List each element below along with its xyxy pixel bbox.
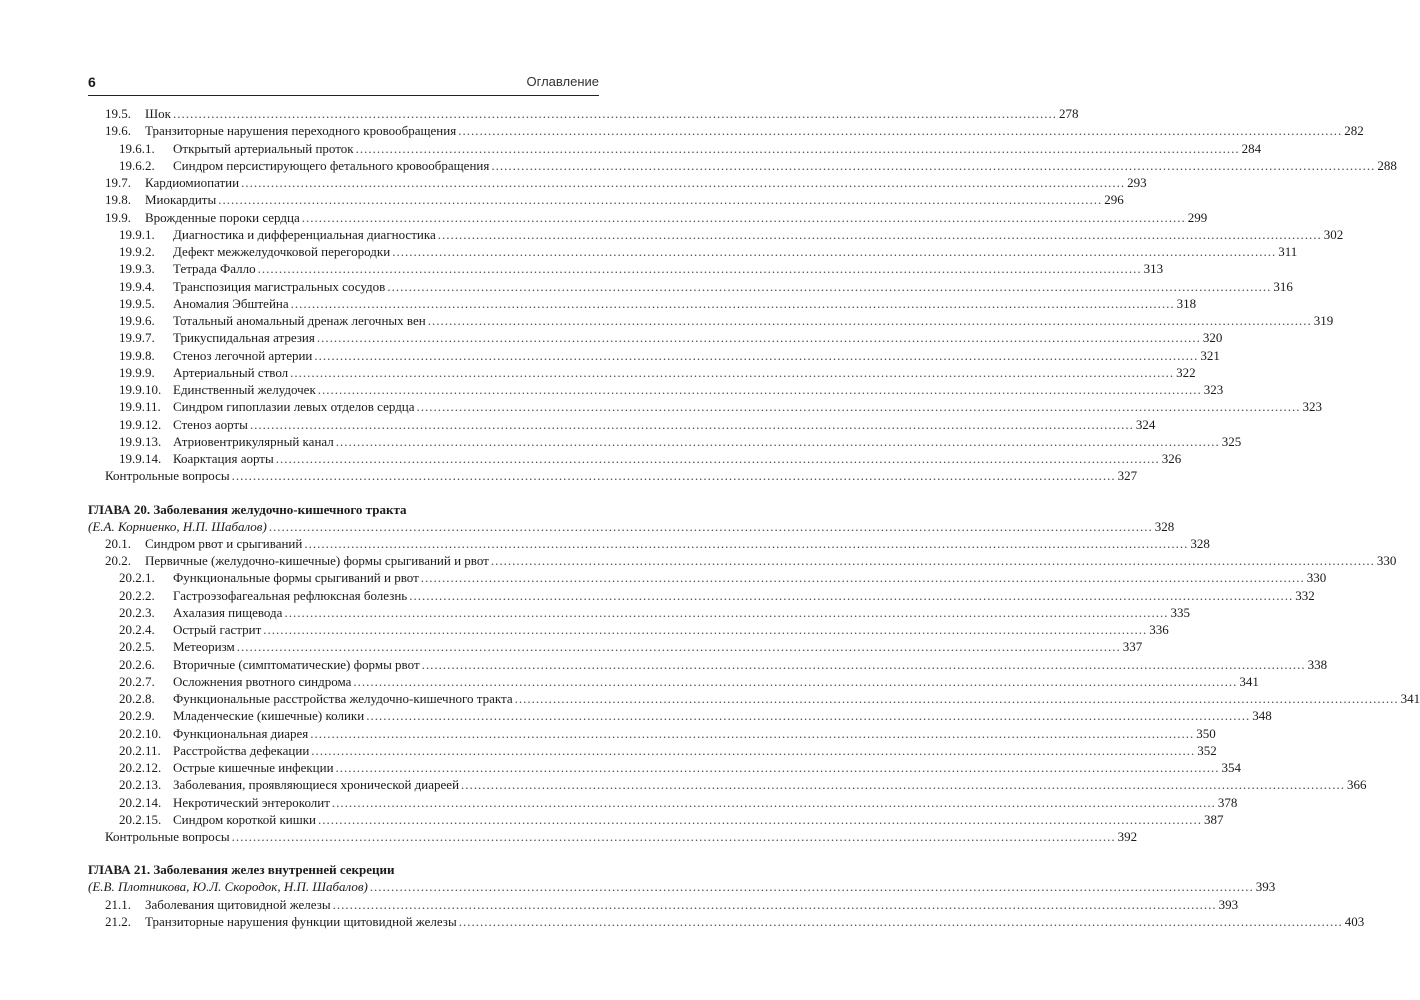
section-title: Функциональные формы срыгиваний и рвот bbox=[173, 570, 419, 586]
page-ref: 387 bbox=[1204, 811, 1224, 827]
toc-entry[interactable] bbox=[88, 690, 1420, 707]
section-number: 21.1. bbox=[105, 896, 131, 912]
page-ref: 288 bbox=[1377, 157, 1397, 173]
leader-dots bbox=[263, 621, 1147, 638]
leader-dots bbox=[291, 295, 1175, 312]
leader-dots bbox=[290, 364, 1174, 381]
toc-entry[interactable] bbox=[88, 673, 1259, 690]
page-ref: 330 bbox=[1376, 553, 1397, 568]
section-title: Аномалия Эбштейна bbox=[173, 295, 289, 311]
section-number: 20.2.11. bbox=[119, 742, 161, 758]
leader-dots bbox=[317, 329, 1201, 346]
section-title: Атриовентрикулярный канал bbox=[173, 433, 334, 449]
page-ref: 378 bbox=[1217, 794, 1238, 810]
page-ref: 282 bbox=[1344, 123, 1364, 139]
page-ref: 352 bbox=[1197, 742, 1217, 758]
leader-dots bbox=[353, 673, 1237, 690]
page-ref: 323 bbox=[1203, 382, 1224, 397]
section-title: Трикуспидальная атрезия bbox=[173, 330, 315, 346]
authors-text: (Е.В. Плотникова, Ю.Л. Скородок, Н.П. Шабалов) bbox=[88, 879, 368, 895]
leader-dots bbox=[318, 381, 1202, 398]
toc-entry[interactable] bbox=[88, 811, 1224, 828]
section-title: Метеоризм bbox=[173, 639, 235, 655]
section-number: 20.2.14. bbox=[119, 794, 162, 810]
section-title: Врожденные пороки сердца bbox=[145, 209, 300, 225]
leader-dots bbox=[387, 278, 1271, 295]
chapter-authors bbox=[88, 518, 1175, 535]
toc-entry[interactable] bbox=[88, 191, 1124, 208]
section-number: 20.2. bbox=[105, 553, 131, 568]
leader-dots bbox=[258, 260, 1142, 277]
section-number: 19.9.14. bbox=[119, 451, 162, 466]
leader-dots bbox=[356, 140, 1240, 157]
leader-dots bbox=[318, 811, 1202, 828]
section-number: 19.9.3. bbox=[119, 261, 155, 277]
toc-entry[interactable] bbox=[88, 604, 1190, 621]
section-title: Миокардиты bbox=[145, 192, 217, 208]
toc-entry[interactable] bbox=[88, 794, 1238, 811]
page-ref: 330 bbox=[1306, 570, 1327, 586]
toc-entry[interactable] bbox=[88, 105, 1079, 122]
section-number: 21.2. bbox=[105, 913, 131, 929]
section-title: Контрольные вопросы bbox=[105, 829, 230, 844]
leader-dots bbox=[459, 913, 1343, 930]
leader-dots bbox=[370, 878, 1254, 895]
chapter-gap bbox=[88, 485, 599, 501]
section-number: 19.6.1. bbox=[119, 140, 155, 156]
section-title: Кардиомиопатии bbox=[145, 175, 240, 190]
section-title: Контрольные вопросы bbox=[105, 468, 230, 484]
section-number: 20.1. bbox=[105, 535, 131, 551]
section-title: Стеноз аорты bbox=[173, 416, 248, 432]
toc-entry[interactable] bbox=[88, 157, 1397, 174]
toc-entry[interactable] bbox=[88, 587, 1315, 604]
section-number: 20.2.9. bbox=[119, 708, 155, 724]
toc-entry[interactable] bbox=[88, 621, 1169, 638]
page-ref: 328 bbox=[1154, 518, 1175, 534]
leader-dots bbox=[458, 122, 1342, 139]
page-header bbox=[88, 74, 599, 92]
section-number: 20.2.2. bbox=[119, 587, 155, 603]
leader-dots bbox=[314, 347, 1198, 364]
page-ref: 350 bbox=[1196, 725, 1216, 741]
section-title: Артериальный ствол bbox=[173, 364, 289, 380]
section-number: 20.2.5. bbox=[119, 639, 155, 655]
section-title: Функциональная диарея bbox=[173, 725, 309, 741]
toc-entry[interactable] bbox=[88, 535, 1210, 552]
page-ref: 316 bbox=[1273, 278, 1293, 294]
leader-dots bbox=[366, 707, 1250, 724]
toc-entry[interactable] bbox=[88, 913, 1365, 930]
toc-entry[interactable] bbox=[88, 467, 1138, 484]
section-number: 19.9.1. bbox=[119, 226, 155, 242]
page-ref: 320 bbox=[1202, 330, 1223, 346]
page-ref: 311 bbox=[1278, 244, 1298, 259]
leader-dots bbox=[276, 450, 1160, 467]
section-title: Диагностика и дифференциальная диагностика bbox=[173, 226, 436, 242]
toc-entry[interactable] bbox=[88, 278, 1293, 295]
section-title: Заболевания щитовидной железы bbox=[145, 896, 331, 912]
section-title: Острые кишечные инфекции bbox=[173, 760, 334, 775]
section-title: Осложнения рвотного синдрома bbox=[173, 673, 352, 689]
leader-dots bbox=[336, 759, 1220, 776]
section-number: 19.6. bbox=[105, 123, 131, 139]
leader-dots bbox=[428, 312, 1312, 329]
page-ref: 332 bbox=[1295, 587, 1315, 603]
page-ref: 341 bbox=[1239, 673, 1259, 689]
section-number: 19.9.2. bbox=[119, 244, 155, 259]
leader-dots bbox=[461, 776, 1345, 793]
toc-entry[interactable] bbox=[88, 260, 1164, 277]
leader-dots bbox=[311, 742, 1195, 759]
toc-entry[interactable] bbox=[88, 742, 1217, 759]
chapter-title: ГЛАВА 20. Заболевания желудочно-кишечного тракта bbox=[88, 501, 407, 517]
page-ref: 338 bbox=[1307, 656, 1328, 672]
section-number: 20.2.12. bbox=[119, 760, 162, 775]
page-ref: 302 bbox=[1323, 226, 1344, 242]
leader-dots bbox=[284, 604, 1168, 621]
leader-dots bbox=[310, 725, 1194, 742]
toc-entry[interactable] bbox=[88, 450, 1182, 467]
toc-entry[interactable] bbox=[88, 312, 1334, 329]
leader-dots bbox=[392, 243, 1276, 260]
section-title: Открытый артериальный проток bbox=[173, 140, 354, 156]
leader-dots bbox=[332, 794, 1216, 811]
leader-dots bbox=[269, 518, 1153, 535]
page-ref: 299 bbox=[1187, 209, 1208, 225]
section-number: 19.9.11. bbox=[119, 399, 161, 415]
section-number: 20.2.13. bbox=[119, 777, 162, 793]
leader-dots bbox=[232, 467, 1116, 484]
toc-entry[interactable] bbox=[88, 140, 1262, 157]
section-title: Тетрада Фалло bbox=[173, 261, 256, 277]
page-ref: 326 bbox=[1161, 451, 1182, 466]
toc-entry[interactable] bbox=[88, 243, 1298, 260]
chapter-authors bbox=[88, 878, 1276, 895]
leader-dots bbox=[491, 157, 1375, 174]
page-number: 6 bbox=[88, 74, 96, 90]
toc-entry[interactable] bbox=[88, 398, 1323, 415]
section-title: Младенческие (кишечные) колики bbox=[173, 708, 365, 724]
page-ref: 341 bbox=[1400, 691, 1420, 706]
toc-entry[interactable] bbox=[88, 828, 1138, 845]
toc-entry[interactable] bbox=[88, 347, 1220, 364]
section-number: 19.9.6. bbox=[119, 313, 155, 328]
table-of-contents bbox=[88, 105, 1420, 930]
page-ref: 366 bbox=[1347, 777, 1367, 793]
section-title: Коарктация аорты bbox=[173, 451, 274, 466]
leader-dots bbox=[421, 569, 1305, 586]
section-number: 20.2.7. bbox=[119, 673, 155, 689]
toc-entry[interactable] bbox=[88, 725, 1216, 742]
section-title: Ахалазия пищевода bbox=[173, 604, 283, 620]
section-number: 19.8. bbox=[105, 192, 131, 208]
leader-dots bbox=[304, 535, 1188, 552]
leader-dots bbox=[417, 398, 1301, 415]
section-number: 19.9.5. bbox=[119, 295, 155, 311]
section-title: Расстройства дефекации bbox=[173, 742, 310, 758]
leader-dots bbox=[232, 828, 1116, 845]
section-title: Первичные (желудочно-кишечные) формы срыгиваний и рвот bbox=[145, 553, 489, 568]
toc-entry[interactable] bbox=[88, 329, 1223, 346]
section-title: Транзиторные нарушения функции щитовидной железы bbox=[145, 913, 457, 929]
leader-dots bbox=[336, 433, 1220, 450]
page-ref: 318 bbox=[1176, 295, 1197, 311]
section-title: Единственный желудочек bbox=[173, 382, 316, 397]
header-rule bbox=[88, 95, 599, 96]
section-number: 20.2.10. bbox=[119, 725, 162, 741]
leader-dots bbox=[515, 690, 1399, 707]
section-number: 19.9.10. bbox=[119, 382, 162, 397]
chapter-gap bbox=[88, 845, 599, 861]
section-title: Синдром рвот и срыгиваний bbox=[145, 535, 303, 551]
section-title: Вторичные (симптоматические) формы рвот bbox=[173, 656, 420, 672]
section-title: Тотальный аномальный дренаж легочных вен bbox=[173, 313, 426, 328]
section-title: Гастроэзофагеальная рефлюксная болезнь bbox=[173, 587, 408, 603]
toc-entry[interactable] bbox=[88, 896, 1239, 913]
toc-entry[interactable] bbox=[88, 707, 1272, 724]
page-ref: 348 bbox=[1252, 708, 1272, 724]
page-ref: 392 bbox=[1117, 829, 1138, 844]
chapter-title: ГЛАВА 21. Заболевания желез внутренней секреции bbox=[88, 862, 395, 878]
toc-entry[interactable] bbox=[88, 295, 1197, 312]
leader-dots bbox=[218, 191, 1102, 208]
leader-dots bbox=[438, 226, 1322, 243]
page-ref: 335 bbox=[1170, 604, 1190, 620]
section-number: 19.9.12. bbox=[119, 416, 162, 432]
toc-entry[interactable] bbox=[88, 433, 1242, 450]
section-title: Заболевания, проявляющиеся хронической диареей bbox=[173, 777, 460, 793]
toc-entry[interactable] bbox=[88, 174, 1147, 191]
leader-dots bbox=[422, 656, 1306, 673]
section-title: Стеноз легочной артерии bbox=[173, 347, 313, 363]
page-ref: 337 bbox=[1122, 639, 1143, 655]
section-number: 19.9.13. bbox=[119, 433, 162, 449]
page-ref: 322 bbox=[1176, 364, 1196, 380]
page-ref: 278 bbox=[1058, 106, 1079, 121]
page-ref: 325 bbox=[1221, 433, 1242, 449]
page-ref: 328 bbox=[1190, 535, 1210, 551]
toc-entry[interactable] bbox=[88, 122, 1364, 139]
toc-entry[interactable] bbox=[88, 226, 1344, 243]
section-title: Синдром короткой кишки bbox=[173, 811, 317, 827]
authors-text: (Е.А. Корниенко, Н.П. Шабалов) bbox=[88, 518, 267, 534]
section-title: Транзиторные нарушения переходного кровообращения bbox=[145, 123, 457, 139]
leader-dots bbox=[173, 105, 1057, 122]
page-ref: 313 bbox=[1143, 261, 1164, 277]
toc-entry[interactable] bbox=[88, 416, 1156, 433]
toc-entry[interactable] bbox=[88, 381, 1224, 398]
leader-dots bbox=[491, 552, 1375, 569]
page-ref: 319 bbox=[1313, 313, 1334, 328]
page-ref: 296 bbox=[1104, 192, 1124, 208]
leader-dots bbox=[302, 209, 1186, 226]
page-ref: 354 bbox=[1221, 760, 1242, 775]
section-number: 20.2.6. bbox=[119, 656, 155, 672]
toc-entry[interactable] bbox=[88, 638, 1143, 655]
leader-dots bbox=[241, 174, 1125, 191]
toc-entry[interactable] bbox=[88, 656, 1328, 673]
page-ref: 323 bbox=[1302, 399, 1323, 415]
page-ref: 393 bbox=[1218, 896, 1239, 912]
page-ref: 327 bbox=[1117, 468, 1138, 484]
leader-dots bbox=[250, 416, 1134, 433]
section-number: 20.2.15. bbox=[119, 811, 162, 827]
section-number: 19.7. bbox=[105, 175, 131, 190]
leader-dots bbox=[237, 638, 1121, 655]
section-number: 19.9.4. bbox=[119, 278, 155, 294]
section-title: Функциональные расстройства желудочно-кишечного тракта bbox=[173, 691, 513, 706]
page-ref: 321 bbox=[1200, 347, 1220, 363]
toc-entry[interactable] bbox=[88, 569, 1327, 586]
section-number: 20.2.1. bbox=[119, 570, 155, 586]
page-ref: 393 bbox=[1255, 879, 1276, 895]
page-ref: 324 bbox=[1135, 416, 1156, 432]
section-number: 19.5. bbox=[105, 106, 131, 121]
leader-dots bbox=[333, 896, 1217, 913]
section-title: Синдром персистирующего фетального кровообращения bbox=[173, 157, 490, 173]
section-title: Некротический энтероколит bbox=[173, 794, 330, 810]
page-ref: 284 bbox=[1241, 140, 1262, 156]
section-title: Синдром гипоплазии левых отделов сердца bbox=[173, 399, 415, 415]
leader-dots bbox=[409, 587, 1293, 604]
section-number: 19.9.9. bbox=[119, 364, 155, 380]
section-number: 20.2.8. bbox=[119, 691, 155, 706]
page-ref: 403 bbox=[1344, 913, 1365, 929]
toc-entry[interactable] bbox=[88, 209, 1208, 226]
toc-entry[interactable] bbox=[88, 759, 1242, 776]
page-ref: 336 bbox=[1149, 622, 1169, 637]
section-number: 20.2.3. bbox=[119, 604, 155, 620]
section-number: 20.2.4. bbox=[119, 622, 155, 637]
section-number: 19.9.7. bbox=[119, 330, 155, 346]
section-title: Острый гастрит bbox=[173, 622, 262, 637]
toc-entry[interactable] bbox=[88, 552, 1397, 569]
section-number: 19.6.2. bbox=[119, 157, 155, 173]
toc-entry[interactable] bbox=[88, 364, 1196, 381]
section-title: Шок bbox=[145, 106, 171, 121]
section-number: 19.9. bbox=[105, 209, 131, 225]
page-ref: 293 bbox=[1127, 175, 1147, 190]
running-head: Оглавление bbox=[526, 74, 599, 89]
toc-entry[interactable] bbox=[88, 776, 1367, 793]
section-title: Дефект межжелудочковой перегородки bbox=[173, 244, 391, 259]
section-number: 19.9.8. bbox=[119, 347, 155, 363]
section-title: Транспозиция магистральных сосудов bbox=[173, 278, 386, 294]
